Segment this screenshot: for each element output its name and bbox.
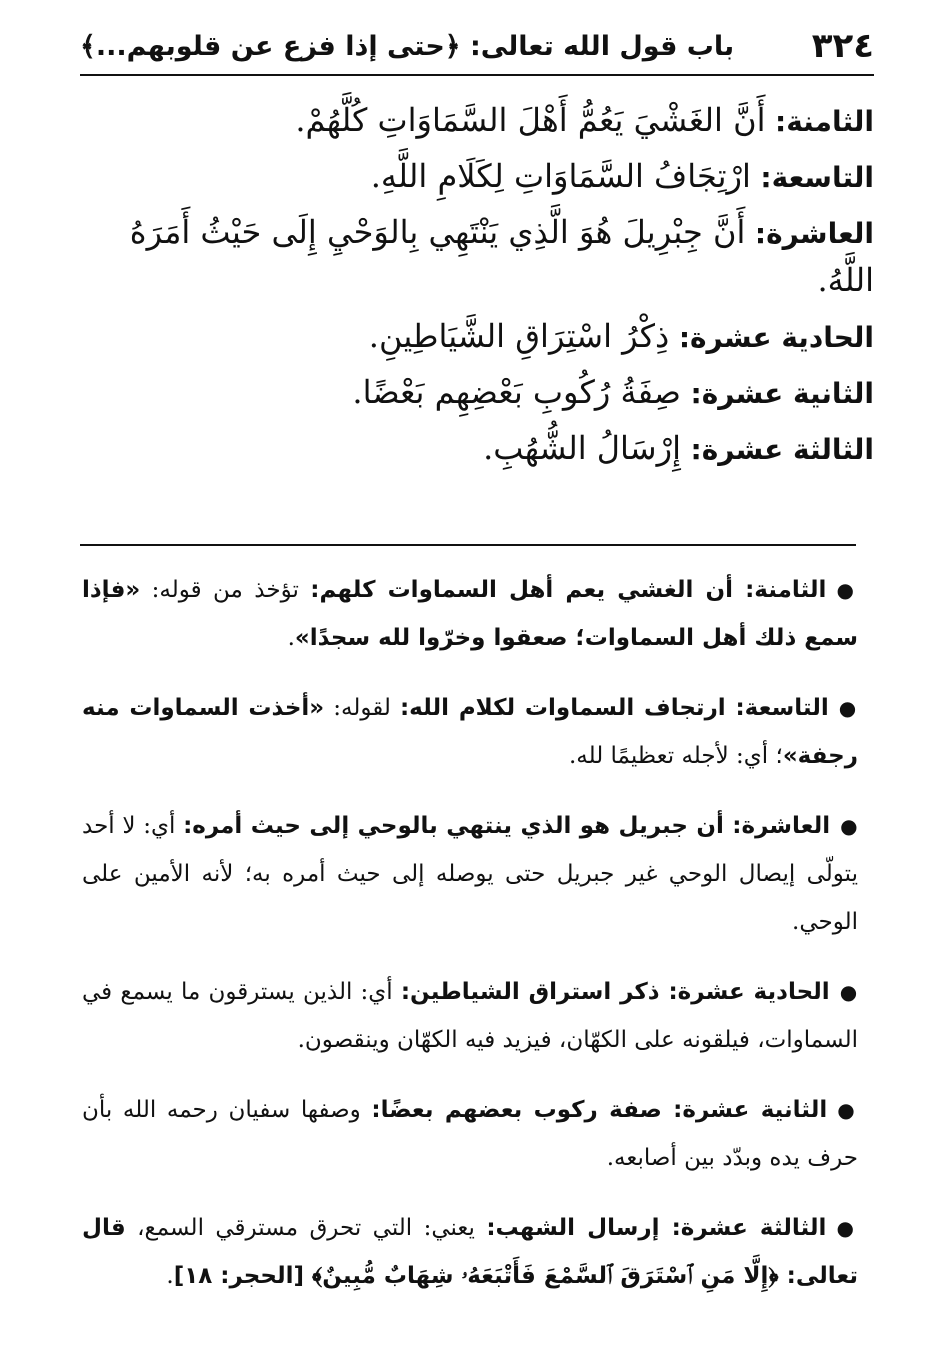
issue-11: [80, 312, 874, 360]
commentary-tail: .: [287, 625, 295, 651]
issue-text: ذِكْرُ اسْتِرَاقِ الشَّيَاطِينِ.: [368, 317, 670, 355]
page-header: [80, 18, 874, 76]
issue-text: أَنَّ الغَشْيَ يَعُمُّ أَهْلَ السَّمَاوَاتِ كُلَّهُمْ.: [295, 101, 766, 139]
bullet-icon: ●: [837, 1098, 859, 1122]
commentary-body: يعني: التي تحرق مسترقي السمع،: [125, 1215, 487, 1241]
commentary-quote: «فإذا سمع ذلك أهل السماوات؛ صعقوا وخرّوا لله سجدًا»: [82, 577, 858, 651]
page-number: ٣٢٤: [811, 26, 874, 66]
commentary-10: [82, 802, 858, 946]
commentary-tail: .: [166, 1263, 174, 1289]
bullet-icon: ●: [836, 1216, 859, 1240]
issues-list: [80, 88, 874, 480]
commentary-quote: قال تعالى: ﴿إِلَّا مَنِ ٱسْتَرَقَ ٱلسَّمْعَ فَأَتْبَعَهُۥ شِهَابٌ مُّبِينٌ﴾ [الحجر: ١٨]: [82, 1215, 858, 1289]
commentary-9: [82, 684, 858, 780]
commentary-body: أي: الذين يسترقون ما يسمع في السماوات، فيلقونه على الكهّان، فيزيد فيه الكهّان وينقصون.: [82, 979, 858, 1053]
section-divider: [80, 544, 856, 546]
commentary-heading: التاسعة: ارتجاف السماوات لكلام الله:: [399, 695, 829, 721]
commentary-13: [82, 1204, 858, 1300]
bullet-icon: ●: [839, 980, 859, 1004]
issue-text: صِفَةُ رُكُوبِ بَعْضِهِم بَعْضًا.: [352, 373, 681, 411]
running-title: باب قول الله تعالى: ﴿حتى إذا فزع عن قلوبهم...﴾: [80, 30, 735, 62]
bullet-icon: ●: [836, 578, 858, 602]
issue-13: [80, 424, 874, 472]
commentary-heading: الثالثة عشرة: إرسال الشهب:: [486, 1215, 827, 1241]
commentary-8: [82, 566, 858, 662]
commentary-12: [82, 1086, 858, 1182]
commentary-11: [82, 968, 858, 1064]
issue-label: الثانية عشرة:: [690, 377, 874, 410]
issue-10: [80, 208, 874, 304]
commentary-body: وصفها سفيان رحمه الله بأن حرف يده وبدّد بين أصابعه.: [82, 1097, 858, 1171]
commentary-heading: العاشرة: أن جبريل هو الذي ينتهي بالوحي إلى حيث أمره:: [183, 813, 831, 839]
issue-label: العاشرة:: [754, 217, 874, 250]
commentary-tail: ؛ أي: لأجله تعظيمًا لله.: [568, 743, 783, 769]
issue-text: ارْتِجَافُ السَّمَاوَاتِ لِكَلَامِ اللَّهِ.: [370, 157, 751, 195]
issue-label: الثامنة:: [775, 105, 874, 138]
issue-12: [80, 368, 874, 416]
commentary-body: تؤخذ من قوله:: [140, 577, 311, 603]
commentary-body: أي: لا أحد يتولّى إيصال الوحي غير جبريل حتى يوصله إلى حيث أمره به؛ لأنه الأمين على الوحي.: [82, 813, 858, 935]
issue-8: [80, 96, 874, 144]
bullet-icon: ●: [838, 696, 859, 720]
issue-text: إِرْسَالُ الشُّهُبِ.: [483, 429, 681, 467]
commentary-heading: الثانية عشرة: صفة ركوب بعضهم بعضًا:: [371, 1097, 828, 1123]
commentary-heading: الحادية عشرة: ذكر استراق الشياطين:: [400, 979, 830, 1005]
bullet-icon: ●: [840, 814, 859, 838]
issue-text: أَنَّ جِبْرِيلَ هُوَ الَّذِي يَنْتَهِي بِالوَحْيِ إِلَى حَيْثُ أَمَرَهُ اللَّهُ.: [129, 213, 874, 299]
commentary-body: لقوله:: [324, 695, 400, 721]
issue-9: [80, 152, 874, 200]
commentary-heading: الثامنة: أن الغشي يعم أهل السماوات كلهم:: [310, 577, 827, 603]
issue-label: التاسعة:: [760, 161, 874, 194]
commentary-quote: «أخذت السماوات منه رجفة»: [82, 695, 858, 769]
issue-label: الحادية عشرة:: [678, 321, 874, 354]
commentary: [82, 566, 858, 1322]
issue-label: الثالثة عشرة:: [690, 433, 874, 466]
